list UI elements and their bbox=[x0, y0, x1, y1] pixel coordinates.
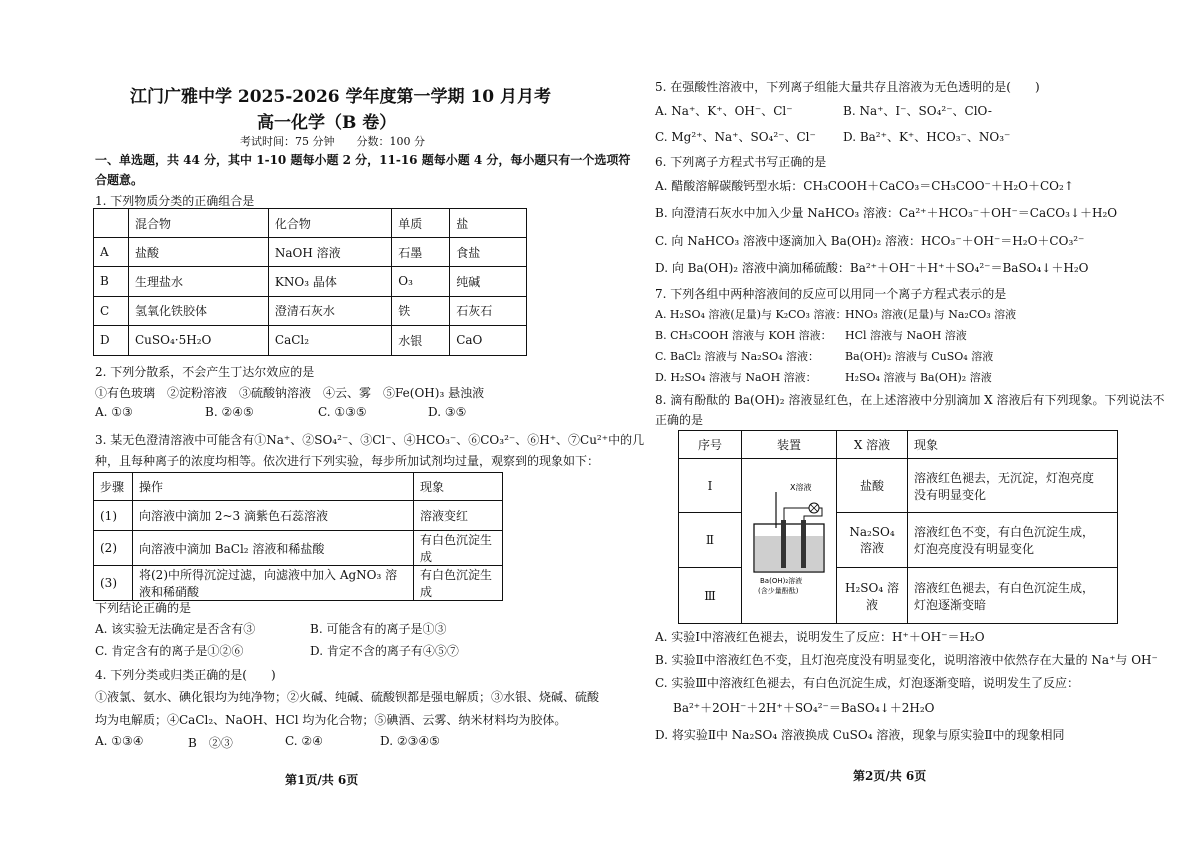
q7-option-c: C. BaCl₂ 溶液与 Na₂SO₄ 溶液： bbox=[655, 350, 820, 363]
q1-header-cell: 化合物 bbox=[268, 209, 391, 238]
apparatus-solution-note: (含少量酚酞) bbox=[758, 587, 799, 595]
table-row bbox=[679, 459, 1118, 513]
q8-phenomenon-line: 溶液红色褪去，无沉淀，灯泡亮度 bbox=[914, 470, 1095, 485]
question-5: 5. 在强酸性溶液中，下列离子组能大量共存且溶液为无色透明的是( ) bbox=[655, 80, 1040, 94]
q5-option-a: A. Na⁺、K⁺、OH⁻、Cl⁻ bbox=[655, 104, 793, 118]
q7-option-d-pair: H₂SO₄ 溶液与 Ba(OH)₂ 溶液 bbox=[845, 371, 992, 384]
q8-cell: Ⅰ bbox=[679, 459, 742, 513]
q5-option-c: C. Mg²⁺、Na⁺、SO₄²⁻、Cl⁻ bbox=[655, 130, 816, 144]
q6-option-c: C. 向 NaHCO₃ 溶液中逐滴加入 Ba(OH)₂ 溶液：HCO₃⁻＋OH⁻＝H₂O＋CO₃²⁻ bbox=[655, 234, 1085, 248]
q1-cell: CaCl₂ bbox=[268, 325, 391, 355]
q1-cell: 盐酸 bbox=[129, 238, 269, 267]
q8-cell bbox=[908, 513, 1118, 568]
q1-cell: 铁 bbox=[392, 296, 450, 325]
q4-option-d: D. ②③④⑤ bbox=[380, 734, 440, 748]
q7-option-d: D. H₂SO₄ 溶液与 NaOH 溶液： bbox=[655, 371, 817, 384]
q4-line2: 均为电解质；④CaCl₂、NaOH、HCl 均为化合物；⑤碘酒、云雾、纳米材料均为胶体。 bbox=[95, 713, 567, 727]
q8-phenomenon-line: 溶液红色褪去，有白色沉淀生成， bbox=[914, 580, 1095, 595]
q4-option-c: C. ②④ bbox=[285, 734, 323, 748]
q2-option-c: C. ①③⑤ bbox=[318, 405, 367, 419]
q3-table bbox=[93, 472, 503, 601]
question-7: 7. 下列各组中两种溶液间的反应可以用同一个离子方程式表示的是 bbox=[655, 287, 1007, 301]
q8-option-a: A. 实验Ⅰ中溶液红色褪去，说明发生了反应：H⁺＋OH⁻＝H₂O bbox=[655, 630, 985, 644]
q3-cell: 向溶液中滴加 2~3 滴紫色石蕊溶液 bbox=[133, 501, 414, 531]
page-1-footer: 第1页/共 6页 bbox=[285, 773, 359, 787]
q8-header-cell: X 溶液 bbox=[837, 431, 908, 459]
q3-cell: (2) bbox=[94, 531, 133, 566]
electrode-left bbox=[781, 520, 786, 568]
q1-cell: 生理盐水 bbox=[129, 267, 269, 296]
q2-option-a: A. ①③ bbox=[95, 405, 133, 419]
table-row bbox=[94, 531, 503, 566]
q1-cell: C bbox=[94, 296, 129, 325]
apparatus-x-solution-label: X溶液 bbox=[790, 483, 812, 492]
exam-title: 江门广雅中学 2025-2026 学年度第一学期 10 月月考 bbox=[130, 87, 552, 107]
q1-cell: NaOH 溶液 bbox=[268, 238, 391, 267]
q3-header-cell: 步骤 bbox=[94, 473, 133, 501]
q8-header-cell: 现象 bbox=[908, 431, 1118, 459]
q8-cell bbox=[908, 568, 1118, 624]
question-1: 1. 下列物质分类的正确组合是 bbox=[95, 194, 255, 208]
q1-cell: 食盐 bbox=[450, 238, 527, 267]
q7-option-a-pair: HNO₃ 溶液(足量)与 Na₂CO₃ 溶液 bbox=[845, 308, 1017, 321]
q8-phenomenon-line: 没有明显变化 bbox=[914, 487, 987, 502]
q8-phenomenon-line: 灯泡亮度没有明显变化 bbox=[914, 542, 1035, 556]
q3-option-a: A. 该实验无法确定是否含有③ bbox=[95, 622, 256, 636]
q7-option-a: A. H₂SO₄ 溶液(足量)与 K₂CO₃ 溶液： bbox=[655, 308, 847, 321]
q2-option-d: D. ③⑤ bbox=[428, 405, 467, 419]
q3-header-cell: 操作 bbox=[133, 473, 414, 501]
q1-cell: 石墨 bbox=[392, 238, 450, 267]
q7-option-b: B. CH₃COOH 溶液与 KOH 溶液： bbox=[655, 329, 832, 342]
question-8: 8. 滴有酚酞的 Ba(OH)₂ 溶液显红色，在上述溶液中分别滴加 X 溶液后有下列现象。下列说法不 bbox=[655, 393, 1165, 407]
section1-heading-cont: 合题意。 bbox=[95, 173, 144, 187]
q3-header-cell: 现象 bbox=[414, 473, 503, 501]
q1-cell: B bbox=[94, 267, 129, 296]
q3-cell: (1) bbox=[94, 501, 133, 531]
q1-header-cell: 混合物 bbox=[129, 209, 269, 238]
question-4: 4. 下列分类或归类正确的是( ) bbox=[95, 668, 276, 682]
q8-header-cell: 序号 bbox=[679, 431, 742, 459]
q3-cell: 将(2)中所得沉淀过滤，向滤液中加入 AgNO₃ 溶液和稀硝酸 bbox=[133, 566, 414, 601]
q3-cell: (3) bbox=[94, 566, 133, 601]
exam-subtitle: 高一化学（B 卷） bbox=[257, 113, 397, 133]
table-row bbox=[94, 296, 527, 325]
q4-line1: ①液氯、氨水、碘化银均为纯净物；②火碱、纯碱、硫酸钡都是强电解质；③水银、烧碱、硫酸 bbox=[95, 690, 600, 704]
q8-option-b: B. 实验Ⅱ中溶液红色不变，且灯泡亮度没有明显变化，说明溶液中依然存在大量的 Na⁺与 OH⁻ bbox=[655, 653, 1158, 667]
q3-option-b: B. 可能含有的离子是①③ bbox=[310, 622, 447, 636]
page-2-footer: 第2页/共 6页 bbox=[853, 769, 927, 783]
q8-cell: Na₂SO₄ 溶液 bbox=[837, 513, 908, 568]
q1-cell: 纯碱 bbox=[450, 267, 527, 296]
q8-table bbox=[678, 430, 1118, 624]
q5-option-b: B. Na⁺、I⁻、SO₄²⁻、ClO- bbox=[843, 104, 992, 118]
q4-option-b: B ②③ bbox=[188, 736, 233, 750]
q3-conclusion: 下列结论正确的是 bbox=[95, 601, 192, 615]
q8-header-cell: 装置 bbox=[742, 431, 837, 459]
q8-cell: Ⅲ bbox=[679, 568, 742, 624]
question-3-cont: 种，且每种离子的浓度均相等。依次进行下列实验，每步所加试剂均过量，观察到的现象如下： bbox=[95, 454, 600, 468]
table-row bbox=[94, 501, 503, 531]
q1-cell: 石灰石 bbox=[450, 296, 527, 325]
q6-option-d: D. 向 Ba(OH)₂ 溶液中滴加稀硫酸：Ba²⁺＋OH⁻＋H⁺＋SO₄²⁻＝BaSO₄↓＋H₂O bbox=[655, 261, 1089, 275]
q1-cell: 水银 bbox=[392, 325, 450, 355]
q8-phenomenon-line: 灯泡逐渐变暗 bbox=[914, 597, 987, 612]
solution-fill bbox=[755, 536, 823, 571]
q4-option-a: A. ①③④ bbox=[95, 734, 144, 748]
question-3: 3. 某无色澄清溶液中可能含有①Na⁺、②SO₄²⁻、③Cl⁻、④HCO₃⁻、⑥CO₃²⁻、⑥H⁺、⑦Cu²⁺中的几 bbox=[95, 433, 645, 447]
q3-cell: 向溶液中滴加 BaCl₂ 溶液和稀盐酸 bbox=[133, 531, 414, 566]
q8-option-c: C. 实验Ⅲ中溶液红色褪去，有白色沉淀生成，灯泡逐渐变暗，说明发生了反应： bbox=[655, 676, 1079, 690]
exam-info: 考试时间：75 分钟 分数：100 分 bbox=[240, 135, 425, 148]
apparatus-solution-label: Ba(OH)₂溶液 bbox=[760, 577, 803, 585]
q8-option-d: D. 将实验Ⅱ中 Na₂SO₄ 溶液换成 CuSO₄ 溶液，现象与原实验Ⅱ中的现象相同 bbox=[655, 728, 1065, 742]
q2-option-b: B. ②④⑤ bbox=[205, 405, 254, 419]
q1-header-cell: 盐 bbox=[450, 209, 527, 238]
q1-header-cell bbox=[94, 209, 129, 238]
q3-option-d: D. 肯定不含的离子有④⑤⑦ bbox=[310, 644, 459, 658]
electrode-right bbox=[801, 520, 806, 568]
question-8-cont: 正确的是 bbox=[655, 413, 704, 427]
table-row bbox=[94, 566, 503, 601]
conductivity-apparatus-diagram bbox=[746, 462, 830, 612]
q3-cell: 有白色沉淀生成 bbox=[414, 566, 503, 601]
question-2: 2. 下列分散系，不会产生丁达尔效应的是 bbox=[95, 365, 315, 379]
q8-phenomenon-line: 溶液红色不变，有白色沉淀生成， bbox=[914, 525, 1095, 539]
question-6: 6. 下列离子方程式书写正确的是 bbox=[655, 155, 827, 169]
q8-cell: H₂SO₄ 溶液 bbox=[837, 568, 908, 624]
q5-option-d: D. Ba²⁺、K⁺、HCO₃⁻、NO₃⁻ bbox=[843, 130, 1011, 144]
table-row bbox=[94, 267, 527, 296]
q3-option-c: C. 肯定含有的离子是①②⑥ bbox=[95, 644, 244, 658]
q8-cell bbox=[908, 459, 1118, 513]
q1-cell: 澄清石灰水 bbox=[268, 296, 391, 325]
q1-cell: CaO bbox=[450, 325, 527, 355]
q8-equation: Ba²⁺＋2OH⁻＋2H⁺＋SO₄²⁻＝BaSO₄↓＋2H₂O bbox=[673, 701, 935, 715]
q1-cell: CuSO₄·5H₂O bbox=[129, 325, 269, 355]
q1-cell: D bbox=[94, 325, 129, 355]
q1-header-cell: 单质 bbox=[392, 209, 450, 238]
q1-cell: KNO₃ 晶体 bbox=[268, 267, 391, 296]
q6-option-b: B. 向澄清石灰水中加入少量 NaHCO₃ 溶液：Ca²⁺＋HCO₃⁻＋OH⁻＝CaCO₃↓＋H₂O bbox=[655, 206, 1118, 220]
q3-cell: 溶液变红 bbox=[414, 501, 503, 531]
section1-heading: 一、单选题，共 44 分，其中 1-10 题每小题 2 分，11-16 题每小题 4 分，每小题只有一个选项符 bbox=[95, 153, 631, 167]
q7-option-b-pair: HCl 溶液与 NaOH 溶液 bbox=[845, 329, 967, 342]
q3-cell: 有白色沉淀生成 bbox=[414, 531, 503, 566]
q1-cell: A bbox=[94, 238, 129, 267]
table-row bbox=[94, 325, 527, 355]
q8-cell: Ⅱ bbox=[679, 513, 742, 568]
q8-cell: 盐酸 bbox=[837, 459, 908, 513]
q7-option-c-pair: Ba(OH)₂ 溶液与 CuSO₄ 溶液 bbox=[845, 350, 994, 363]
q1-table bbox=[93, 208, 527, 356]
table-row bbox=[94, 238, 527, 267]
q2-items: ①有色玻璃 ②淀粉溶液 ③硫酸钠溶液 ④云、雾 ⑤Fe(OH)₃ 悬浊液 bbox=[95, 386, 485, 400]
q6-option-a: A. 醋酸溶解碳酸钙型水垢：CH₃COOH＋CaCO₃＝CH₃COO⁻＋H₂O＋CO₂↑ bbox=[655, 179, 1074, 193]
page-2 bbox=[600, 0, 1200, 849]
q1-cell: 氢氧化铁胶体 bbox=[129, 296, 269, 325]
q1-cell: O₃ bbox=[392, 267, 450, 296]
